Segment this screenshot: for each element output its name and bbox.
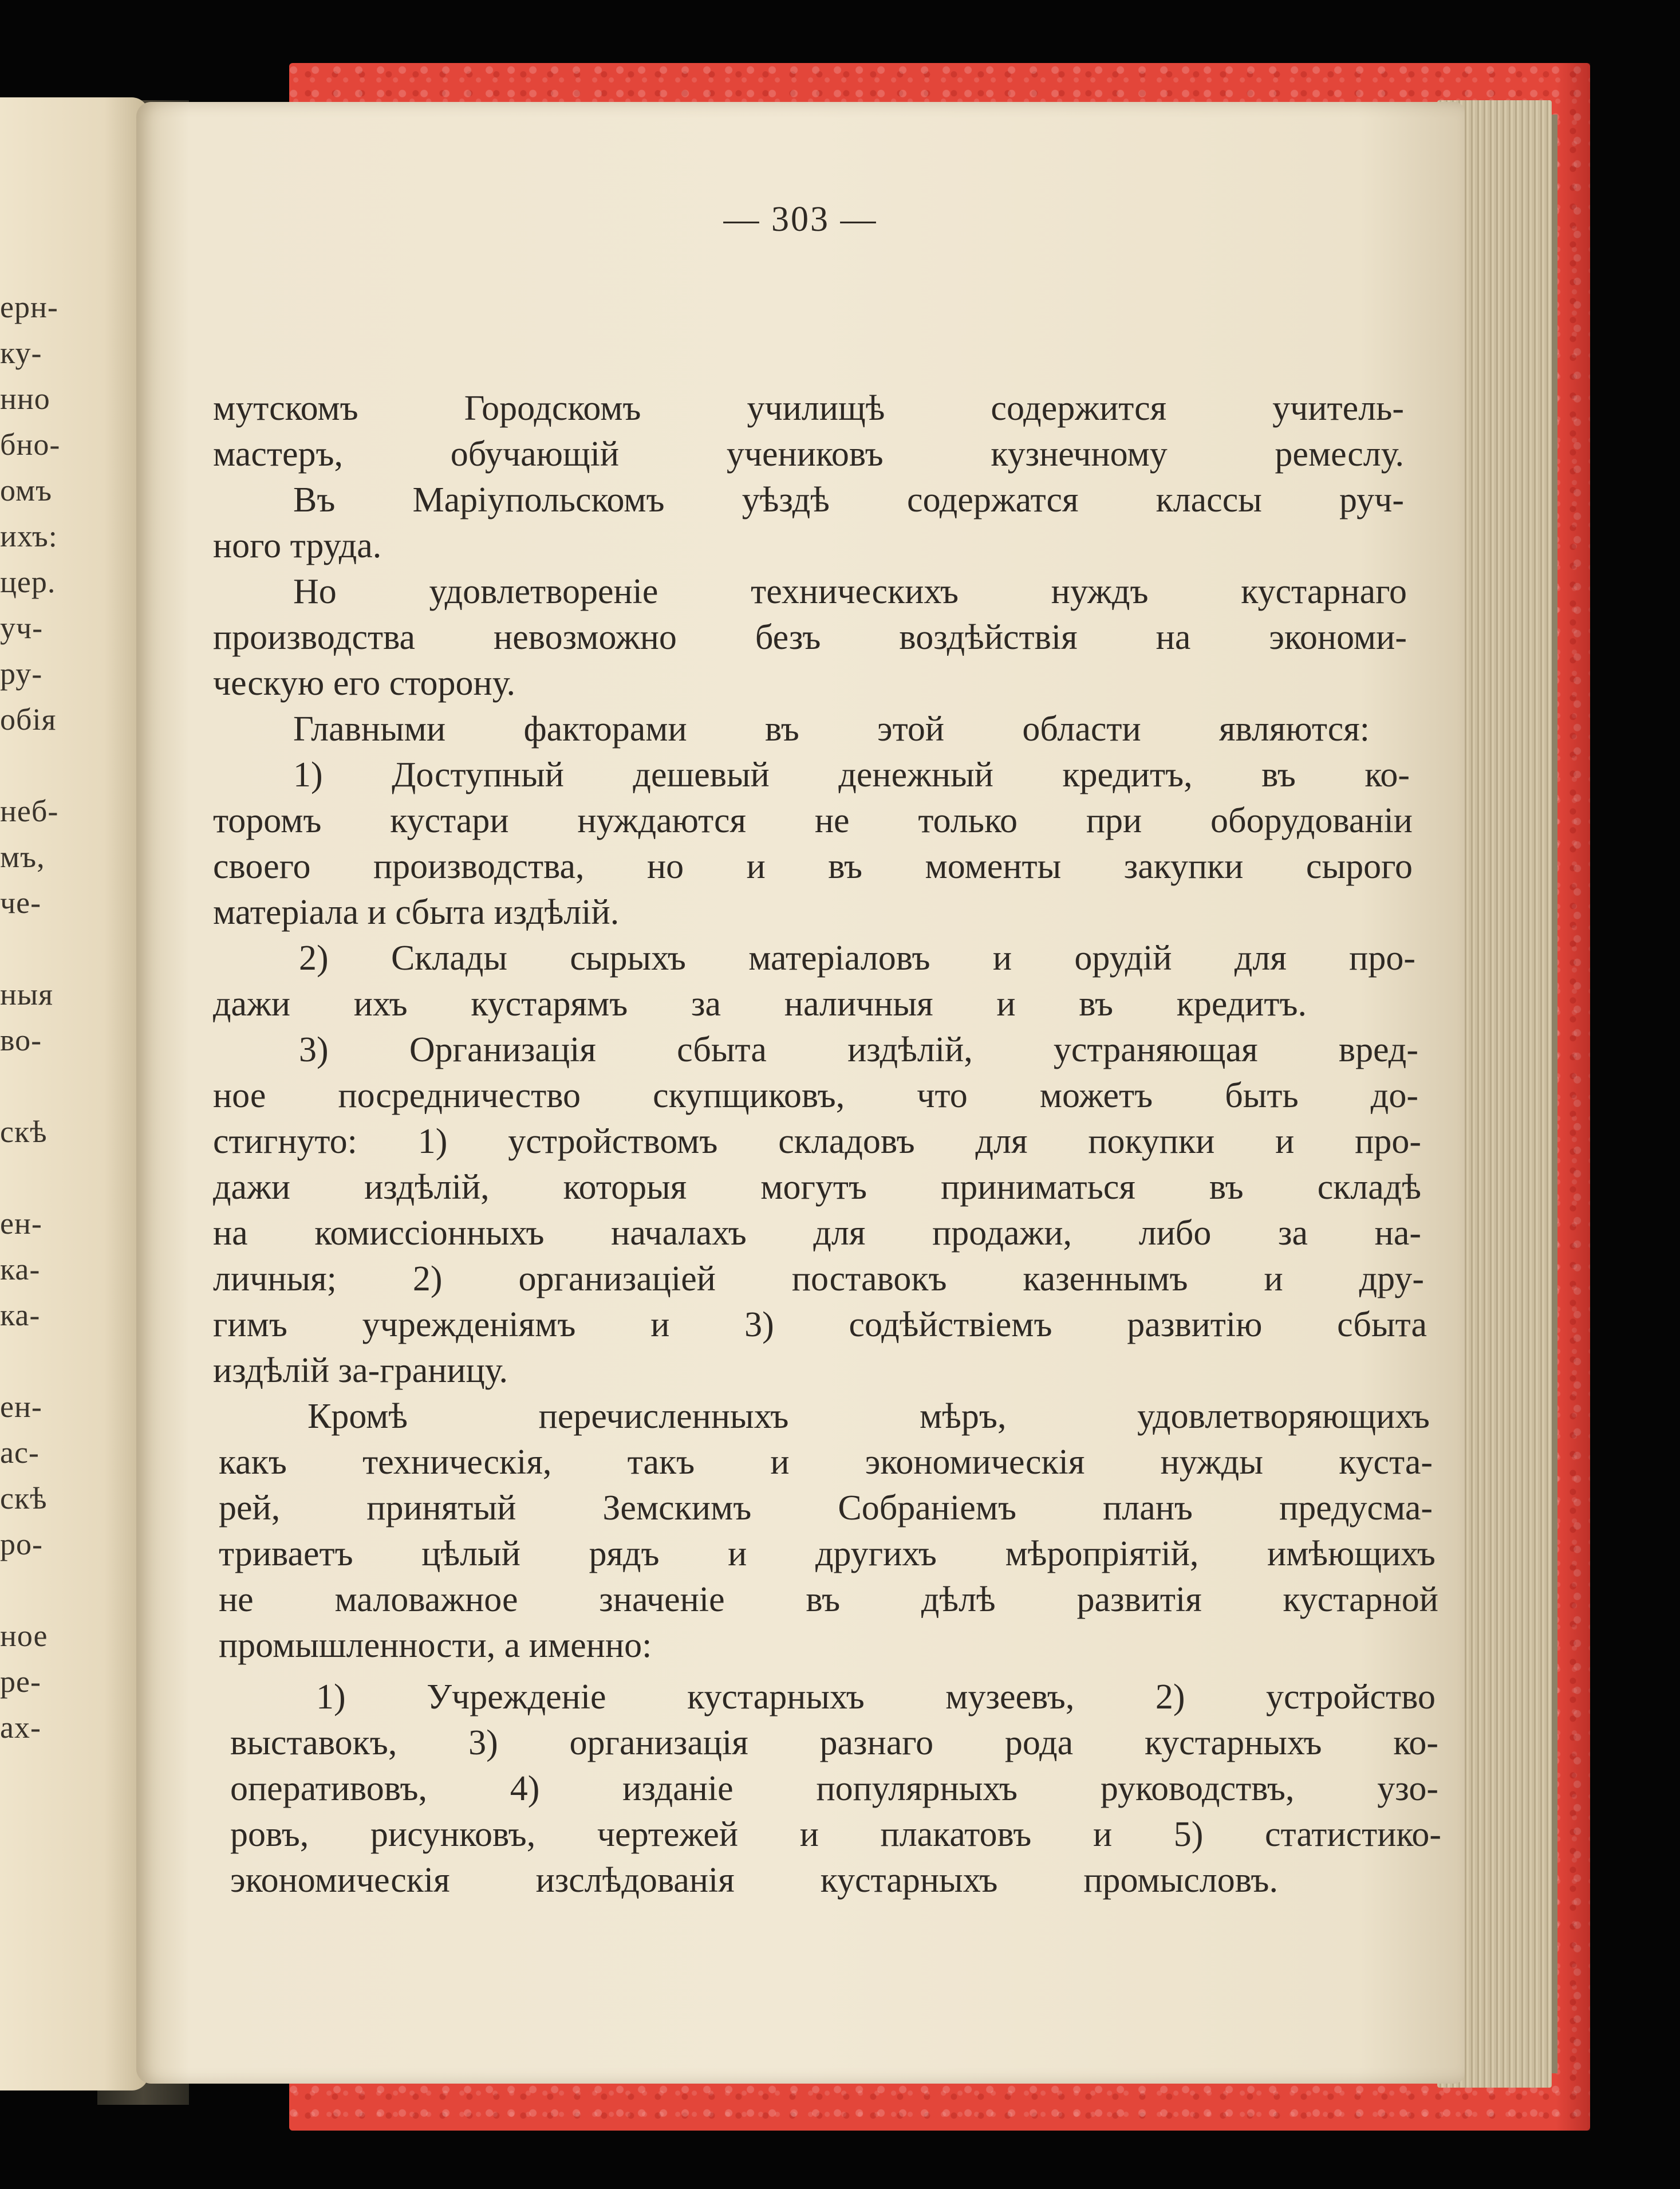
text-line: ного труда. [213,526,382,565]
text-line: стигнуто: 1) устройствомъ складовъ для покупки и про- [213,1122,1421,1161]
text-line: Главными факторами въ этой области являются: [293,710,1370,749]
text-line: производства невозможно безъ воздѣйствія на экономи- [213,618,1407,657]
text-line: 1) Учрежденіе кустарныхъ музеевъ, 2) устройство [316,1678,1436,1716]
page-number: — 303 — [723,200,878,239]
left-page-fragment: скѣ [0,1481,48,1515]
text-line: экономическія изслѣдованія кустарныхъ промысловъ. [230,1861,1278,1900]
left-page-fragment: ас- [0,1435,40,1470]
left-page-fragment: ихъ: [0,519,58,553]
left-page-fragment: ку- [0,336,42,370]
cover-edge [1556,63,1590,2131]
left-page-fragment: ка- [0,1252,41,1286]
left-page-fragment: омъ [0,473,53,507]
left-page-fragment: мъ, [0,840,45,874]
left-page-fragment: уч- [0,611,44,645]
text-line: триваетъ цѣлый рядъ и другихъ мѣропріятій, имѣющихъ [219,1534,1436,1573]
text-line: ное посредничество скупщиковъ, что можетъ быть до- [213,1076,1418,1115]
text-line: какъ техническія, такъ и экономическія нужды куста- [219,1443,1433,1482]
left-page-fragment: во- [0,1023,42,1057]
text-line: Въ Маріупольскомъ уѣздѣ содержатся классы руч- [293,481,1404,519]
left-page-fragment: ро- [0,1527,43,1561]
left-page-fragment: ен- [0,1206,42,1241]
left-page-fragment: ен- [0,1389,42,1424]
text-line: своего производства, но и въ моменты закупки сырого [213,847,1413,886]
left-page-fragment: обія [0,702,57,737]
text-line: оперативовъ, 4) изданіе популярныхъ руководствъ, узо- [230,1769,1438,1808]
text-line: мутскомъ Городскомъ училищѣ содержится учитель- [213,389,1404,428]
left-page-fragment: ерн- [0,290,58,324]
left-page-fragment: цер. [0,565,56,599]
text-line: издѣлій за-границу. [213,1351,508,1390]
left-page-fragment: нно [0,381,50,416]
text-line: Но удовлетвореніе техническихъ нуждъ кустарнаго [293,572,1407,611]
text-line: дажи издѣлій, которыя могутъ приниматься въ складѣ [213,1168,1421,1207]
text-line: матеріала и сбыта издѣлій. [213,893,620,932]
left-page-fragment: ре- [0,1664,41,1699]
left-page-fragment: бно- [0,427,61,462]
text-line: не маловажное значеніе въ дѣлѣ развитія кустарной [219,1580,1438,1619]
text-line: дажи ихъ кустарямъ за наличныя и въ кредитъ. [213,985,1307,1023]
text-line: торомъ кустари нуждаются не только при оборудованіи [213,801,1413,840]
text-line: на комиссіонныхъ началахъ для продажи, либо за на- [213,1214,1421,1253]
text-line: гимъ учрежденіямъ и 3) содѣйствіемъ развитію сбыта [213,1305,1427,1344]
left-page-fragment: ное [0,1619,48,1653]
left-page-fragment: ру- [0,656,43,691]
text-line: выставокъ, 3) организація разнаго рода кустарныхъ ко- [230,1723,1438,1762]
text-line: 2) Склады сырыхъ матеріаловъ и орудій для про- [299,939,1415,978]
text-line: 3) Организація сбыта издѣлій, устраняющая вред- [299,1030,1418,1069]
text-line: Кромѣ перечисленныхъ мѣръ, удовлетворяющихъ [307,1397,1430,1436]
text-line: ровъ, рисунковъ, чертежей и плакатовъ и 5) статистико- [230,1815,1441,1854]
text-line: мастеръ, обучающій учениковъ кузнечному ремеслу. [213,435,1404,474]
left-page-fragment: ка- [0,1298,41,1332]
book-page [136,102,1465,2084]
text-line: ческую его сторону. [213,664,515,703]
left-page-fragment: че- [0,885,42,920]
text-line: промышленности, а именно: [219,1626,652,1665]
left-page-fragment: ныя [0,977,54,1011]
text-line: рей, принятый Земскимъ Собраніемъ планъ предусма- [219,1489,1433,1527]
text-line: 1) Доступный дешевый денежный кредитъ, въ ко- [293,755,1410,794]
left-page-fragment: неб- [0,794,59,828]
text-line: личныя; 2) организаціей поставокъ казеннымъ и дру- [213,1259,1424,1298]
left-page-fragment: скѣ [0,1115,48,1149]
left-page-fragment: ах- [0,1710,41,1745]
previous-page [0,97,149,2090]
